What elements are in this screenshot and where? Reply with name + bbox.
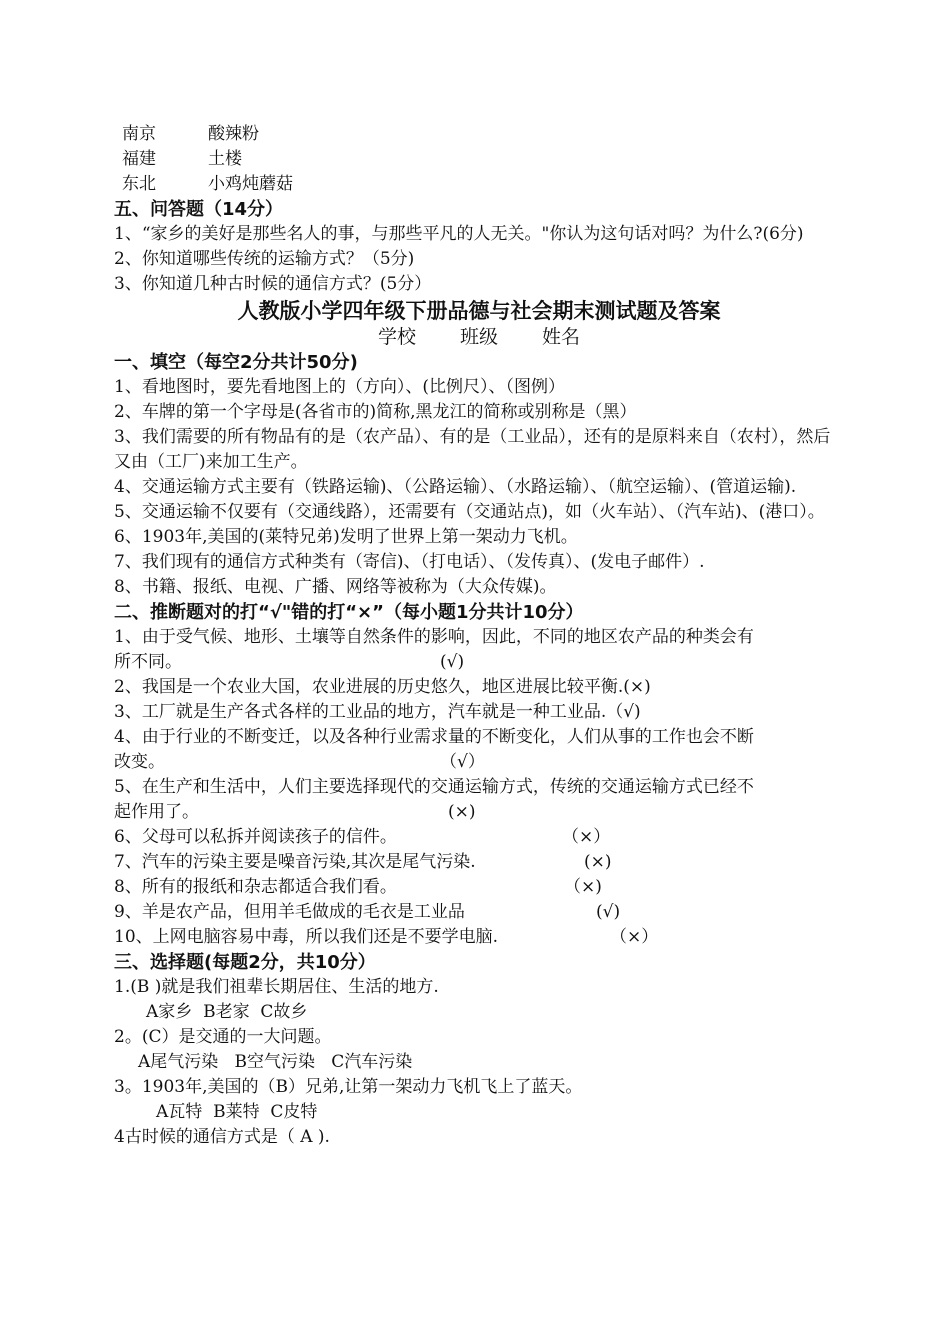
judge-answer: (×) [584,852,612,872]
fill-item: 2、车牌的第一个字母是(各省市的)简称,黑龙江的简称或别称是（黑） [114,402,637,422]
match-row [114,122,844,147]
match-item: 土楼 [208,149,242,169]
choice-options-3: A瓦特 B莱特 C皮特 [156,1102,318,1122]
judge-answer: （×） [562,827,611,847]
judge-text: 8、所有的报纸和杂志都适合我们看。 [114,877,397,897]
name-label: 姓名 [542,326,581,348]
fill-item: 4、交通运输方式主要有（铁路运输)、（公路运输）、（水路运输）、（航空运输）、(管道运输). [114,477,797,497]
judge-text: 所不同。 [114,652,182,672]
fill-item: 7、我们现有的通信方式种类有（寄信)、（打电话）、（发传真）、(发电子邮件）. [114,552,705,572]
document-title: 人教版小学四年级下册品德与社会期末测试题及答案 [237,299,721,323]
section2-heading: 二、推断题对的打“√"错的打“×”（每小题1分共计10分） [114,602,584,623]
choice-options-2: A尾气污染 B空气污染 C汽车污染 [138,1052,413,1072]
judge-text: 起作用了。 [114,802,199,822]
student-info-row [114,325,844,350]
judge-answer: (√) [596,902,621,922]
match-item: 小鸡炖蘑菇 [208,174,293,194]
match-row [114,147,844,172]
match-row [114,172,844,197]
section5-heading: 五、问答题（14分） [114,199,284,220]
judge-item-4-line1: 4、由于行业的不断变迁，以及各种行业需求量的不断变化，人们从事的工作也会不断 [114,727,754,747]
judge-answer: （×) [564,877,602,897]
judge-item-10 [114,925,844,950]
judge-text: 7、汽车的污染主要是噪音污染,其次是尾气污染. [114,852,476,872]
fill-item: 8、书籍、报纸、电视、广播、网络等被称为（大众传媒)。 [114,577,557,597]
section3-heading: 三、选择题(每题2分，共10分） [114,952,376,973]
fill-item: 6、1903年,美国的(莱特兄弟)发明了世界上第一架动力飞机。 [114,527,578,547]
judge-item-9 [114,900,844,925]
judge-item-8 [114,875,844,900]
choice-question-1: 1.(B )就是我们祖辈长期居住、生活的地方. [114,977,439,997]
judge-item-1-line2 [114,650,844,675]
section1-heading: 一、填空（每空2分共计50分) [114,352,358,373]
choice-question-2: 2。(C）是交通的一大问题。 [114,1027,332,1047]
match-item: 酸辣粉 [208,124,259,144]
judge-text: 改变。 [114,752,165,772]
match-place: 南京 [122,124,156,144]
section5-question-1: 1、“家乡的美好是那些名人的事，与那些平凡的人无关。"你认为这句话对吗？为什么?(6分) [114,224,804,244]
judge-item-4-line2 [114,750,844,775]
judge-text: 10、上网电脑容易中毒，所以我们还是不要学电脑. [114,927,499,947]
judge-item-7 [114,850,844,875]
fill-item: 5、交通运输不仅要有（交通线路），还需要有（交通站点)，如（火车站）、（汽车站)、(港口）。 [114,502,825,522]
fill-item: 3、我们需要的所有物品有的是（农产品）、有的是（工业品），还有的是原料来自（农村），然后又由（工厂)来加工生产。 [114,427,831,472]
judge-text: 6、父母可以私拆并阅读孩子的信件。 [114,827,397,847]
judge-item-5-line1: 5、在生产和生活中，人们主要选择现代的交通运输方式，传统的交通运输方式已经不 [114,777,754,797]
judge-answer: (×) [448,802,476,822]
choice-options-1: A家乡 B老家 C故乡 [146,1002,308,1022]
choice-question-4: 4古时候的通信方式是（ A ). [114,1127,330,1147]
judge-answer: （×） [610,927,659,947]
school-label: 学校 [377,326,416,348]
choice-question-3: 3。1903年,美国的（B）兄弟,让第一架动力飞机飞上了蓝天。 [114,1077,583,1097]
section5-question-2: 2、你知道哪些传统的运输方式？（5分) [114,249,415,269]
section5-question-3: 3、你知道几种古时候的通信方式？(5分） [114,274,432,294]
judge-item-2: 2、我国是一个农业大国，农业进展的历史悠久，地区进展比较平衡.(×) [114,677,651,697]
match-place: 东北 [122,174,156,194]
judge-item-5-line2 [114,800,844,825]
match-place: 福建 [122,149,156,169]
judge-answer: (√) [440,652,465,672]
judge-item-1-line1: 1、由于受气候、地形、土壤等自然条件的影响，因此，不同的地区农产品的种类会有 [114,627,754,647]
document-page [114,122,844,1150]
judge-item-6 [114,825,844,850]
judge-item-3: 3、工厂就是生产各式各样的工业品的地方，汽车就是一种工业品.（√) [114,702,641,722]
class-label: 班级 [459,326,498,348]
judge-text: 9、羊是农产品，但用羊毛做成的毛衣是工业品 [114,902,465,922]
judge-answer: （√） [440,752,485,772]
fill-item: 1、看地图时，要先看地图上的（方向）、(比例尺）、（图例） [114,377,565,397]
